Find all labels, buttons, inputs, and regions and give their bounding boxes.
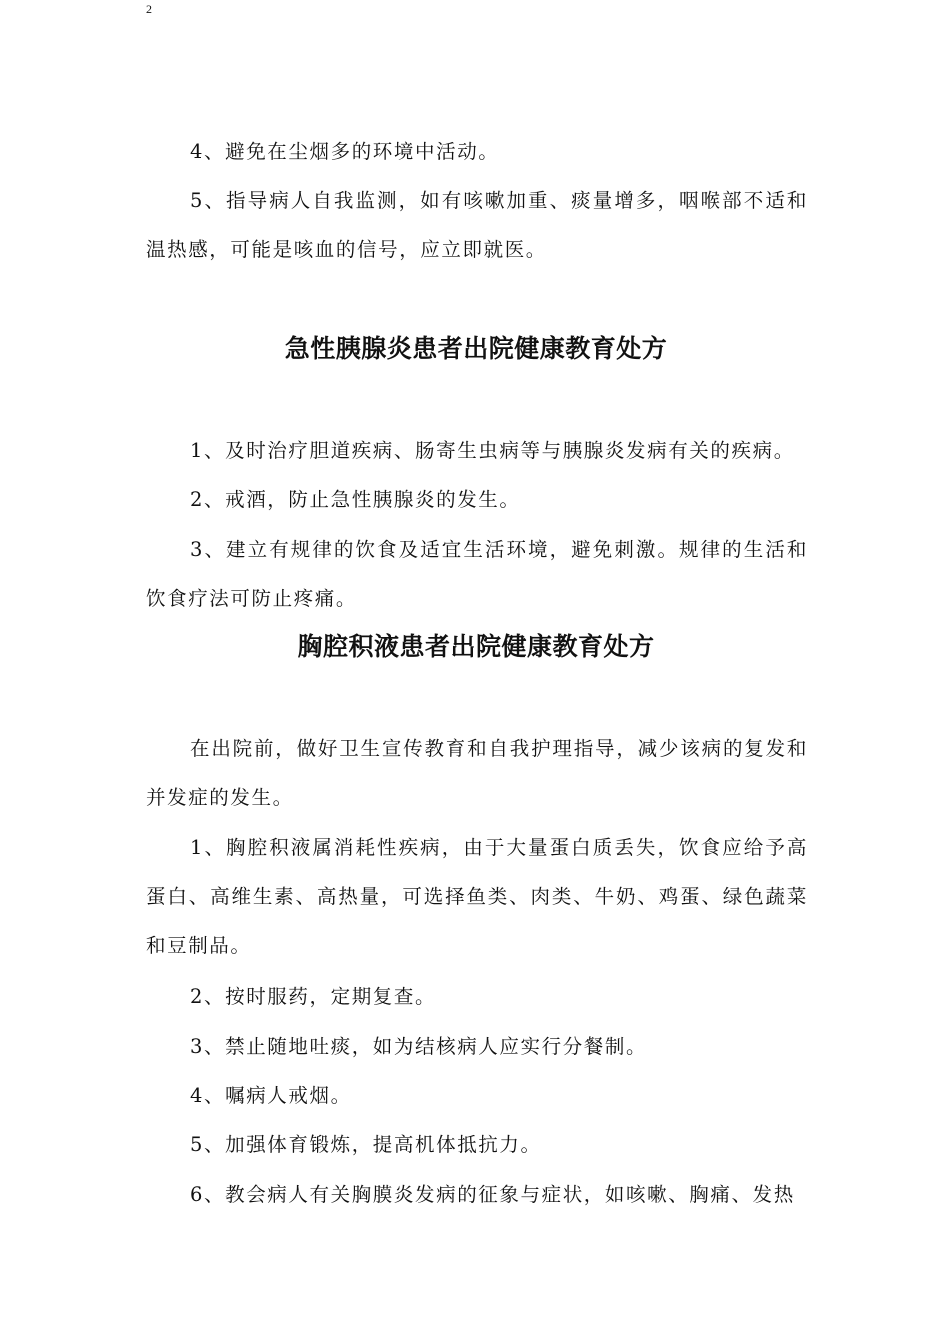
- pleural-effusion-item-4: 4、嘱病人戒烟。: [190, 1084, 352, 1107]
- pleural-effusion-item-5: 5、加强体育锻炼，提高机体抵抗力。: [190, 1133, 542, 1156]
- pleural-effusion-item-6: 6、教会病人有关胸膜炎发病的征象与症状，如咳嗽、胸痛、发热: [190, 1183, 795, 1206]
- pleural-effusion-item-1: 1、胸腔积液属消耗性疾病，由于大量蛋白质丢失，饮食应给予高蛋白、高维生素、高热量，可选择鱼类、肉类、牛奶、鸡蛋、绿色蔬菜和豆制品。: [146, 836, 808, 957]
- pleural-effusion-intro: 在出院前，做好卫生宣传教育和自我护理指导，减少该病的复发和并发症的发生。: [146, 737, 808, 809]
- top-item-5: 5、指导病人自我监测，如有咳嗽加重、痰量增多，咽喉部不适和温热感，可能是咳血的信号，应立即就医。: [146, 189, 808, 261]
- pancreatitis-item-1: 1、及时治疗胆道疾病、肠寄生虫病等与胰腺炎发病有关的疾病。: [190, 439, 795, 462]
- pleural-effusion-item-3: 3、禁止随地吐痰，如为结核病人应实行分餐制。: [190, 1035, 648, 1058]
- pleural-effusion-item-2: 2、按时服药，定期复查。: [190, 985, 437, 1008]
- pancreatitis-item-3: 3、建立有规律的饮食及适宜生活环境，避免刺激。规律的生活和饮食疗法可防止疼痛。: [146, 538, 808, 610]
- pleural-effusion-title: 胸腔积液患者出院健康教育处方: [297, 632, 655, 661]
- pancreatitis-item-2: 2、戒酒，防止急性胰腺炎的发生。: [190, 488, 521, 511]
- pancreatitis-title: 急性胰腺炎患者出院健康教育处方: [284, 334, 668, 363]
- page-number: 2: [146, 2, 152, 16]
- top-item-4: 4、避免在尘烟多的环境中活动。: [190, 140, 500, 163]
